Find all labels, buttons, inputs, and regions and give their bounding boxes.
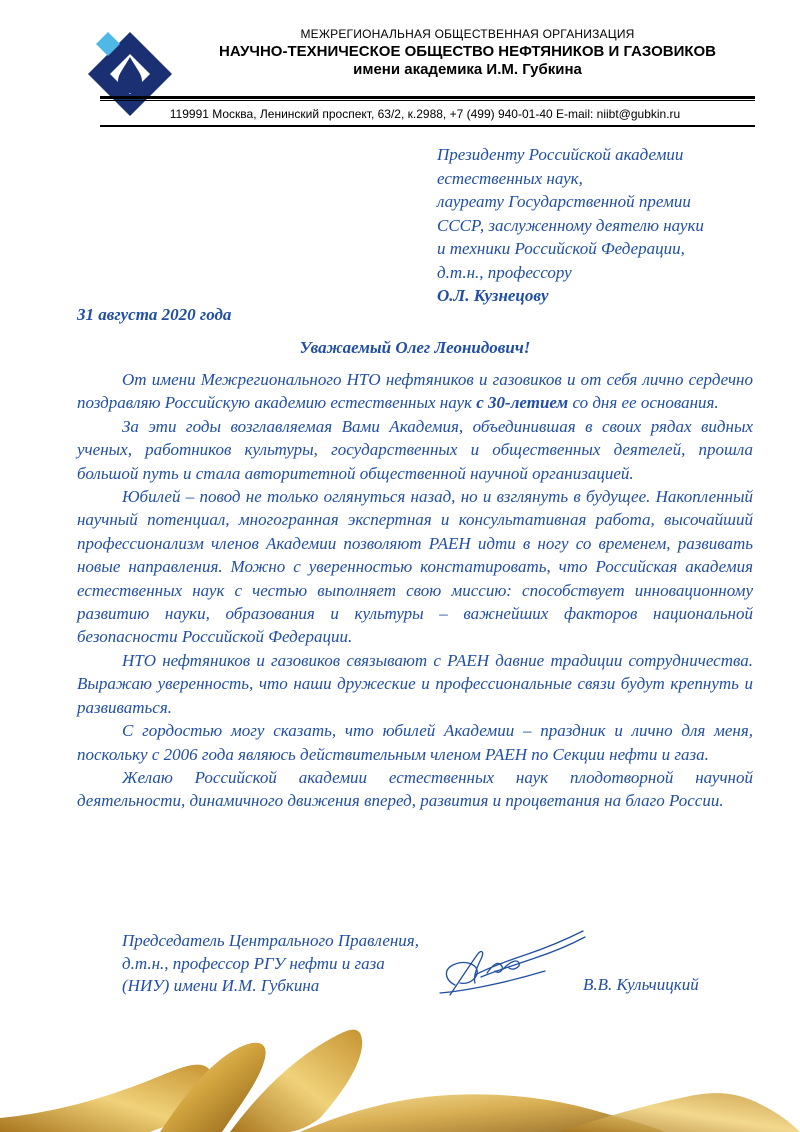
body-paragraph: С гордостью могу сказать, что юбилей Академии – праздник и лично для меня, поскольку с 2006 года являюсь действительным членом РАЕН по Секции нефти и газа.: [77, 721, 753, 764]
org-subname: имени академика И.М. Губкина: [353, 61, 582, 78]
signatory-position-line: д.т.н., профессор РГУ нефти и газа: [122, 953, 385, 973]
addressee-line: Президенту Российской академии: [437, 145, 684, 164]
addressee-name: О.Л. Кузнецову: [437, 286, 549, 305]
signatory-position-line: Председатель Центрального Правления,: [122, 931, 419, 950]
addressee-line: СССР, заслуженному деятелю науки: [437, 215, 704, 235]
header-rule-thin: [100, 100, 755, 101]
header-rule-thick: [100, 96, 755, 99]
signatory-position-line: (НИУ) имени И.М. Губкина: [122, 976, 320, 995]
body-paragraph: Юбилей – повод не только оглянуться назад, но и взглянуть в будущее. Накопленный научный потенциал, многогранная экспертная и консультативная работа, высочайший профессионализм членов Академии позволяют РАЕН идти в ногу со временем, развивать новые направления. Можно с уверенностью констатировать, что Российская академия естественных наук с честью выполняет свою миссию: способствует инновационному развитию науки, образования и культуры – важнейших факторов национальной безопасности Российской Федерации.: [77, 487, 753, 647]
letter-date: 31 августа 2020 года: [77, 305, 232, 324]
addressee-block: [437, 143, 757, 308]
anniversary-highlight: с 30-летием: [476, 393, 569, 413]
body-paragraph: Желаю Российской академии естественных наук плодотворной научной деятельности, динамичного движения вперед, развития и процветания на благо России.: [77, 767, 753, 811]
addressee-line: естественных наук,: [437, 168, 583, 188]
addressee-line: лауреату Государственной премии: [437, 192, 691, 211]
org-address: 119991 Москва, Ленинский проспект, 63/2, к.2988, +7 (499) 940-01-40 E-mail: niibt@gubkin.ru: [169, 107, 681, 121]
addressee-line: и техники Российской Федерации,: [437, 239, 685, 258]
gold-ribbon-icon: [0, 1000, 800, 1132]
body-paragraph: НТО нефтяников и газовиков связывают с РАЕН давние традиции сотрудничества. Выражаю уверенность, что наши дружеские и профессиональные связи будут крепнуть и развиваться.: [77, 650, 753, 717]
signatory-name: В.В. Кульчицкий: [583, 975, 699, 994]
address-rule: [100, 125, 755, 127]
salutation: Уважаемый Олег Леонидович!: [299, 338, 531, 357]
org-type: МЕЖРЕГИОНАЛЬНАЯ ОБЩЕСТВЕННАЯ ОРГАНИЗАЦИЯ: [300, 27, 635, 41]
addressee-line: д.т.н., профессору: [437, 262, 572, 282]
letter-body: [77, 368, 753, 813]
org-name: НАУЧНО-ТЕХНИЧЕСКОЕ ОБЩЕСТВО НЕФТЯНИКОВ И ГАЗОВИКОВ: [219, 43, 716, 60]
body-paragraph: За эти годы возглавляемая Вами Академия, объединившая в своих рядах видных ученых, работников культуры, государственных и общественных деятелей, прошла большой путь и стала авторитетной общественной научной организацией.: [77, 416, 753, 483]
handwritten-signature-icon: [415, 925, 590, 1000]
body-paragraph: От имени Межрегионального НТО нефтяников и газовиков и от себя лично сердечно поздравляю Российскую академию естественных наук с 30-летием со дня ее основания.: [77, 370, 753, 413]
signatory-position: [122, 930, 419, 998]
